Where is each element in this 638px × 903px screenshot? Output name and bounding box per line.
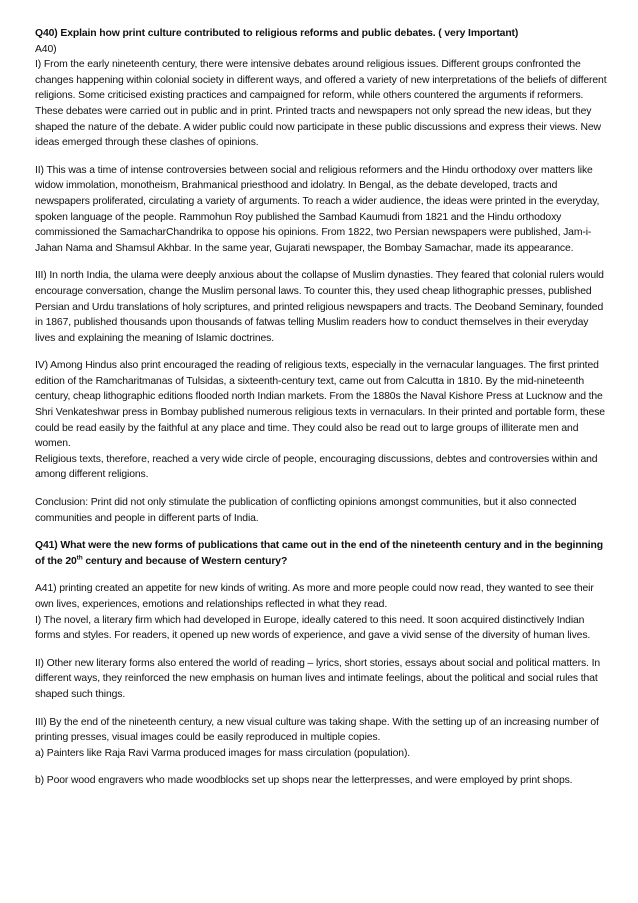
q40-paragraph-1: I) From the early nineteenth century, there were intensive debates around religious issues. Different groups confronted the changes happening within colonial society in different ways, and offered a variety of new interpretations of the beliefs of different religions. Some criticised existing practices and campaigned for reform, while others countered the arguments if reformers. These debates were carried out in public and in print. Printed tracts and newspapers not only spread the new ideas, but they shaped the nature of the debate. A wider public could now participate in these public discussions and express their views. New ideas emerged through these clashes of opinions. — [35, 59, 607, 149]
q40-answer-label: A40) — [35, 43, 57, 55]
q41-question-superscript: th — [76, 554, 83, 562]
q41-paragraph-2: II) Other new literary forms also entered the world of reading – lyrics, short stories, essays about social and political matters. In different ways, they reinforced the new emphasis on human lives and intimate feelings, about the political and social rules that shaped such things. — [35, 657, 601, 700]
q41-paragraph-3: III) By the end of the nineteenth century, a new visual culture was taking shape. With the setting up of an increasing number of printing presses, visual images could be easily reproduced in multiple copies. — [35, 716, 599, 744]
q41-paragraph-1: I) The novel, a literary firm which had developed in Europe, ideally catered to this need. It soon acquired distinctively Indian forms and styles. For readers, it opened up new words of experience, and gave a vivid sense of the diversity of human lives. — [35, 614, 591, 642]
q40-paragraph-3: III) In north India, the ulama were deeply anxious about the collapse of Muslim dynasties. They feared that colonial rulers would encourage conversation, change the Muslim personal laws. To counter this, they used cheap lithographic presses, published Persian and Urdu translations of holy scriptures, and printed religious newspapers and tracts. The Deoband Seminary, founded in 1867, published thousands upon thousands of fatwas telling Muslim readers how to conduct themselves in their everyday lives and explaining the meaning of Islamic doctrines. — [35, 270, 604, 344]
q40-paragraph-5: Religious texts, therefore, reached a very wide circle of people, encouraging discussions, debtes and controversies within and among different religions. — [35, 453, 598, 481]
q40-question: Q40) Explain how print culture contributed to religious reforms and public debates. ( very Important) — [35, 28, 519, 39]
q40-conclusion: Conclusion: Print did not only stimulate the publication of conflicting opinions amongst communities, but it also connected communities and people in different parts of India. — [35, 497, 577, 524]
q41-answer-intro: A41) printing created an appetite for new kinds of writing. As more and more people could now read, they wanted to see their own lives, experiences, emotions and relationships reflected in what they read. — [35, 583, 594, 610]
q41-question-part1: Q41) What were the new forms of publications that came out in the end of the nineteenth century and in the beginning of the 20 — [35, 540, 603, 567]
q40-paragraph-4: IV) Among Hindus also print encouraged the reading of religious texts, especially in the vernacular languages. The first printed edition of the Ramcharitmanas of Tulsidas, a sixteenth-century text, came out from Calcutta in 1810. By the mid-nineteenth century, cheap lithographic editions flooded north Indian markets. From the 1880s the Naval Kishore Press at Lucknow and the Shri Venkateshwar press in Bombay published numerous religious texts in vernaculars. In their printed and portable form, these could be read easily by the faithful at any place and time. They could also be read out to large groups of illiterate men and women. — [35, 360, 605, 450]
q41-question — [35, 538, 610, 569]
q41-paragraph-3b: b) Poor wood engravers who made woodblocks set up shops near the letterpresses, and were employed by print shops. — [35, 775, 573, 787]
q40-paragraph-2: II) This was a time of intense controversies between social and religious reformers and the Hindu orthodoxy over matters like widow immolation, monotheism, Brahmanical priesthood and idolatry. In Bengal, as the debate developed, tracts and newspapers proliferated, circulating a variety of arguments. To reach a wider audience, the ideas were printed in the everyday, spoken language of the people. Rammohun Roy published the Sambad Kaumudi from 1821 and the Hindu orthodoxy commissioned the SamacharChandrika to oppose his opinions. From 1822, two Persian newspapers were published, Jam-i-Jahan Nama and Shamsul Akhbar. In the same year, Gujarati newspaper, the Bombay Samachar, made its appearance. — [35, 164, 600, 254]
q41-question-part2: century and because of Western century? — [82, 555, 288, 567]
q41-paragraph-3a: a) Painters like Raja Ravi Varma produced images for mass circulation (population). — [35, 747, 411, 759]
